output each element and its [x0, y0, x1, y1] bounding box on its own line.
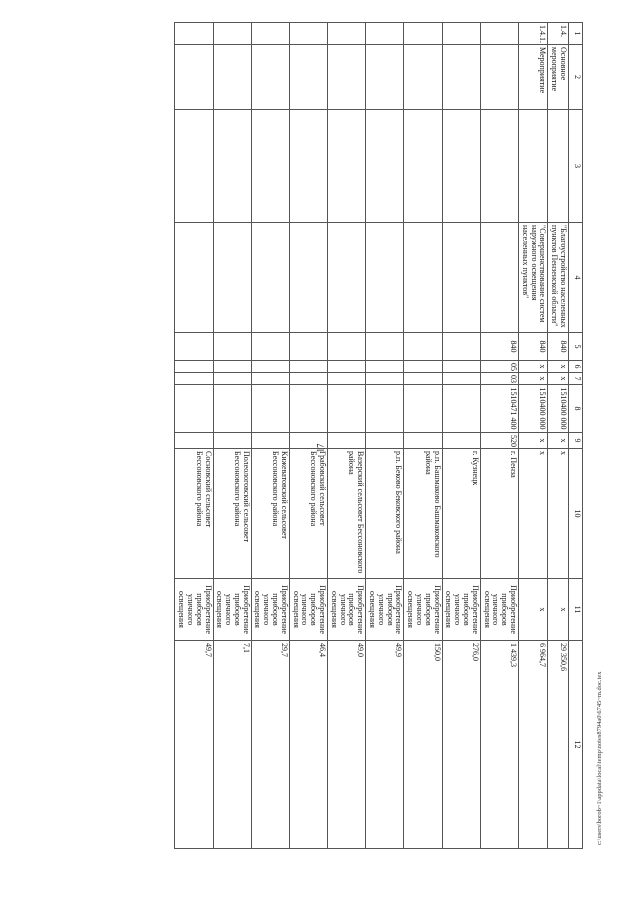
table-row	[251, 23, 289, 849]
cell-col-1: 1.4.1.	[519, 23, 548, 45]
cell-col-10: Грабовский сельсовет Бессоновского района	[289, 449, 327, 579]
cell-col-2	[480, 45, 518, 110]
cell-col-6: х	[548, 361, 569, 373]
cell-col-3	[519, 110, 548, 223]
cell-col-11: Приобретение приборов уличного освещения	[251, 579, 289, 641]
column-header-11: 11	[569, 579, 583, 641]
footer-path: c:\users\borob~1\appdata\local\temp\notes8794a0\6745~m.doc.tex	[596, 671, 603, 845]
cell-col-2	[175, 45, 213, 110]
cell-col-9	[213, 433, 251, 449]
cell-col-4	[251, 223, 289, 333]
cell-col-1	[251, 23, 289, 45]
cell-col-8: 1510471 400	[480, 385, 518, 433]
cell-col-9	[251, 433, 289, 449]
cell-col-6	[213, 361, 251, 373]
cell-col-10: х	[548, 449, 569, 579]
cell-col-1	[366, 23, 404, 45]
cell-col-10: г. Пенза	[480, 449, 518, 579]
cell-col-5	[404, 333, 442, 361]
table-row	[328, 23, 366, 849]
cell-col-7	[251, 373, 289, 385]
cell-col-7: 03	[480, 373, 518, 385]
cell-col-11: Приобретение приборов уличного освещения	[480, 579, 518, 641]
cell-col-4	[213, 223, 251, 333]
rotated-table-wrapper	[60, 22, 583, 848]
cell-col-11: Приобретение приборов уличного освещения	[213, 579, 251, 641]
cell-col-5: 840	[548, 333, 569, 361]
cell-col-11: Приобретение приборов уличного освещения	[442, 579, 480, 641]
cell-col-1	[289, 23, 327, 45]
table-row	[519, 23, 548, 849]
cell-col-6: х	[519, 361, 548, 373]
cell-col-3	[175, 110, 213, 223]
cell-col-6: 05	[480, 361, 518, 373]
column-header-10: 10	[569, 449, 583, 579]
data-table	[174, 22, 583, 849]
cell-col-12: 49,7	[175, 641, 213, 849]
cell-col-8	[175, 385, 213, 433]
cell-col-12: 150,0	[404, 641, 442, 849]
cell-col-10: Сосновский сельсовет Бессоновского района	[175, 449, 213, 579]
cell-col-12: 1 439,3	[480, 641, 518, 849]
cell-col-3	[442, 110, 480, 223]
cell-col-4: "Совершенствование систем наружного освещения населенных пунктов"	[519, 223, 548, 333]
cell-col-12: 276,0	[442, 641, 480, 849]
cell-col-10: х	[519, 449, 548, 579]
cell-col-7: х	[548, 373, 569, 385]
cell-col-11: Приобретение приборов уличного освещения	[328, 579, 366, 641]
cell-col-9	[328, 433, 366, 449]
cell-col-8	[289, 385, 327, 433]
cell-col-4: "Благоустройство населенных пунктов Пензенской области"	[548, 223, 569, 333]
cell-col-7	[328, 373, 366, 385]
table-row	[442, 23, 480, 849]
column-header-3: 3	[569, 110, 583, 223]
cell-col-6	[404, 361, 442, 373]
cell-col-7	[175, 373, 213, 385]
cell-col-9: х	[548, 433, 569, 449]
cell-col-5	[289, 333, 327, 361]
cell-col-8	[251, 385, 289, 433]
cell-col-7	[442, 373, 480, 385]
cell-col-2: Мероприятие	[519, 45, 548, 110]
cell-col-8	[442, 385, 480, 433]
table-row	[548, 23, 569, 849]
cell-col-4	[442, 223, 480, 333]
cell-col-6	[366, 361, 404, 373]
table-row	[289, 23, 327, 849]
cell-col-5: 840	[480, 333, 518, 361]
cell-col-3	[404, 110, 442, 223]
cell-col-6	[251, 361, 289, 373]
cell-col-12: 29,7	[251, 641, 289, 849]
cell-col-12: 49,0	[328, 641, 366, 849]
cell-col-2: Основное мероприятие	[548, 45, 569, 110]
cell-col-8: 1510400 000	[548, 385, 569, 433]
cell-col-12: 49,9	[366, 641, 404, 849]
cell-col-5	[442, 333, 480, 361]
cell-col-1: 1.4.	[548, 23, 569, 45]
cell-col-3	[328, 110, 366, 223]
column-header-9: 9	[569, 433, 583, 449]
cell-col-1	[175, 23, 213, 45]
cell-col-4	[480, 223, 518, 333]
cell-col-2	[404, 45, 442, 110]
cell-col-9: х	[519, 433, 548, 449]
cell-col-9	[442, 433, 480, 449]
cell-col-12: 29 350,6	[548, 641, 569, 849]
cell-col-8	[328, 385, 366, 433]
cell-col-10: Полеологовский сельсовет Бессоновского района	[213, 449, 251, 579]
page-number: 17	[315, 443, 326, 453]
cell-col-3	[480, 110, 518, 223]
column-header-8: 8	[569, 385, 583, 433]
cell-col-2	[213, 45, 251, 110]
column-header-2: 2	[569, 45, 583, 110]
cell-col-3	[289, 110, 327, 223]
cell-col-6	[289, 361, 327, 373]
cell-col-12: 46,4	[289, 641, 327, 849]
cell-col-10: р.п. Башмаково Башмаковского района	[404, 449, 442, 579]
cell-col-11: х	[519, 579, 548, 641]
cell-col-3	[366, 110, 404, 223]
cell-col-10: р.п. Беково Бековского района	[366, 449, 404, 579]
cell-col-12: 7,1	[213, 641, 251, 849]
cell-col-5	[366, 333, 404, 361]
cell-col-5	[251, 333, 289, 361]
cell-col-2	[442, 45, 480, 110]
cell-col-5	[328, 333, 366, 361]
cell-col-2	[328, 45, 366, 110]
cell-col-10: Кижеватовский сельсовет Бессоновского района	[251, 449, 289, 579]
table-row	[404, 23, 442, 849]
cell-col-11: х	[548, 579, 569, 641]
cell-col-1	[213, 23, 251, 45]
cell-col-8	[213, 385, 251, 433]
cell-col-3	[548, 110, 569, 223]
cell-col-6	[442, 361, 480, 373]
cell-col-1	[404, 23, 442, 45]
cell-col-1	[442, 23, 480, 45]
cell-col-9	[289, 433, 327, 449]
cell-col-5: 840	[519, 333, 548, 361]
cell-col-10: г. Кузнецк	[442, 449, 480, 579]
cell-col-9	[366, 433, 404, 449]
cell-col-7	[404, 373, 442, 385]
cell-col-2	[366, 45, 404, 110]
cell-col-9	[404, 433, 442, 449]
column-header-4: 4	[569, 223, 583, 333]
cell-col-12: 6 964,7	[519, 641, 548, 849]
cell-col-4	[175, 223, 213, 333]
cell-col-6	[175, 361, 213, 373]
column-header-1: 1	[569, 23, 583, 45]
cell-col-10: Вазерский сельсовет Бессоновского района	[328, 449, 366, 579]
cell-col-5	[175, 333, 213, 361]
cell-col-2	[251, 45, 289, 110]
cell-col-11: Приобретение приборов уличного освещения	[404, 579, 442, 641]
cell-col-9	[175, 433, 213, 449]
column-header-5: 5	[569, 333, 583, 361]
cell-col-5	[213, 333, 251, 361]
cell-col-8	[404, 385, 442, 433]
column-header-12: 12	[569, 641, 583, 849]
cell-col-4	[289, 223, 327, 333]
cell-col-4	[328, 223, 366, 333]
cell-col-11: Приобретение приборов уличного освещения	[366, 579, 404, 641]
table-row	[366, 23, 404, 849]
cell-col-8: 1510400 000	[519, 385, 548, 433]
table-row	[213, 23, 251, 849]
cell-col-3	[213, 110, 251, 223]
cell-col-4	[366, 223, 404, 333]
cell-col-7	[366, 373, 404, 385]
cell-col-1	[480, 23, 518, 45]
column-header-7: 7	[569, 373, 583, 385]
cell-col-9: 520	[480, 433, 518, 449]
cell-col-8	[366, 385, 404, 433]
table-row	[480, 23, 518, 849]
cell-col-4	[404, 223, 442, 333]
cell-col-7	[289, 373, 327, 385]
cell-col-7: х	[519, 373, 548, 385]
column-header-6: 6	[569, 361, 583, 373]
cell-col-1	[328, 23, 366, 45]
cell-col-3	[251, 110, 289, 223]
cell-col-2	[289, 45, 327, 110]
cell-col-6	[328, 361, 366, 373]
cell-col-11: Приобретение приборов уличного освещения	[289, 579, 327, 641]
table-row	[175, 23, 213, 849]
cell-col-11: Приобретение приборов уличного освещения	[175, 579, 213, 641]
header-row	[569, 23, 583, 849]
cell-col-7	[213, 373, 251, 385]
